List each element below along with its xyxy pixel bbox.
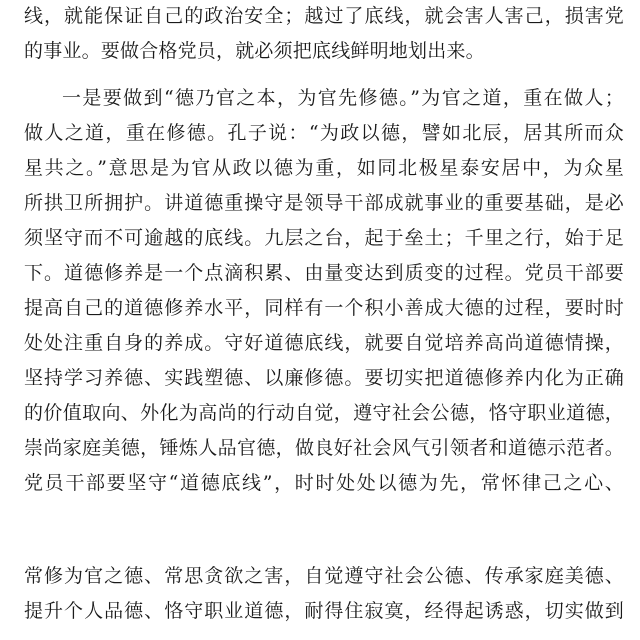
text-line-14: 党员干部要坚守“道德底线”，时时处处以德为先，常怀律己之心、 [24, 472, 624, 494]
text-line-12: 的价值取向、外化为高尚的行动自觉，遵守社会公德，恪守职业道德， [24, 402, 624, 424]
text-line-2: 的事业。要做合格党员，就必须把底线鲜明地划出来。 [24, 40, 485, 62]
text-line-11: 坚持学习养德、实践塑德、以廉修德。要切实把道德修养内化为正确 [24, 367, 624, 389]
text-line-13: 崇尚家庭美德，锤炼人品官德，做良好社会风气引领者和道德示范者。 [24, 437, 624, 459]
text-line-15: 常修为官之德、常思贪欲之害，自觉遵守社会公德、传承家庭美德、 [24, 565, 624, 587]
text-line-8: 下。道德修养是一个点滴积累、由量变达到质变的过程。党员干部要 [24, 262, 624, 284]
text-line-4: 做人之道，重在修德。孔子说：“为政以德，譬如北辰，居其所而众 [24, 122, 624, 144]
text-line-10: 处处注重自身的养成。守好道德底线，就要自觉培养高尚道德情操， [24, 332, 624, 354]
text-line-5: 星共之。”意思是为官从政以德为重，如同北极星泰安居中，为众星 [24, 157, 624, 179]
text-line-3: 一是要做到“德乃官之本，为官先修德。”为官之道，重在做人； [62, 87, 624, 109]
text-line-6: 所拱卫所拥护。讲道德重操守是领导干部成就事业的重要基础，是必 [24, 192, 624, 214]
text-line-7: 须坚守而不可逾越的底线。九层之台，起于垒土；千里之行，始于足 [24, 227, 624, 249]
text-line-16: 提升个人品德、恪守职业道德，耐得住寂寞，经得起诱惑，切实做到 [24, 600, 624, 622]
text-line-9: 提高自己的道德修养水平，同样有一个积小善成大德的过程，要时时 [24, 297, 624, 319]
text-line-1: 线，就能保证自己的政治安全；越过了底线，就会害人害己，损害党 [24, 5, 624, 27]
